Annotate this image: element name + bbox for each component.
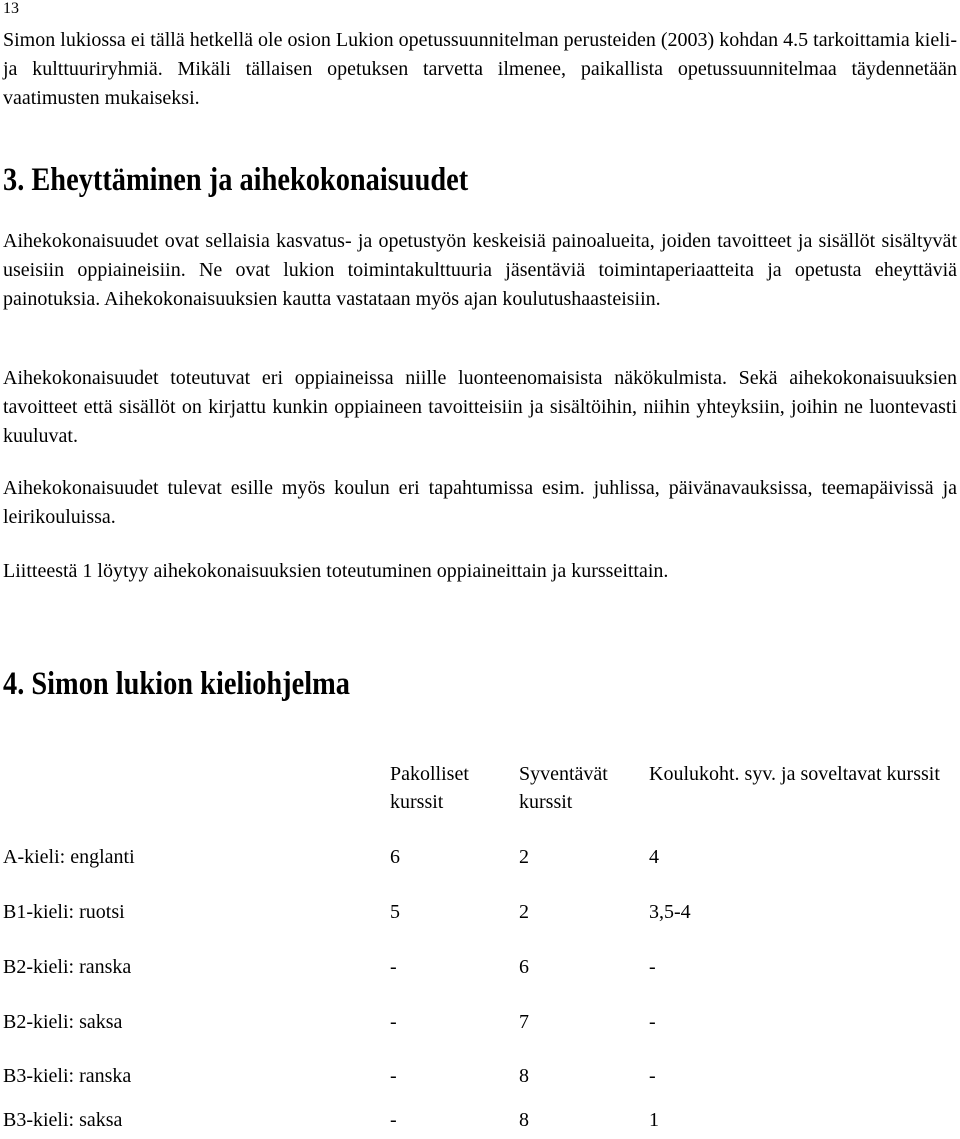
header-advanced-courses: Syventävät kurssit xyxy=(519,763,608,813)
mandatory-cell: - xyxy=(390,956,397,978)
section-3-paragraph-4: Liitteestä 1 löytyy aihekokonaisuuksien toteutuminen oppiaineittain ja kursseittain. xyxy=(3,560,669,582)
header-school-specific-courses: Koulukoht. syv. ja soveltavat kurssit xyxy=(649,763,940,785)
advanced-cell: 7 xyxy=(519,1011,529,1033)
language-cell: B3-kieli: saksa xyxy=(3,1109,123,1131)
language-cell: A-kieli: englanti xyxy=(3,846,135,868)
school-specific-cell: - xyxy=(649,956,656,978)
language-cell: B1-kieli: ruotsi xyxy=(3,901,125,923)
advanced-cell: 6 xyxy=(519,956,529,978)
mandatory-cell: 5 xyxy=(390,901,400,923)
advanced-cell: 8 xyxy=(519,1065,529,1087)
mandatory-cell: - xyxy=(390,1011,397,1033)
mandatory-cell: - xyxy=(390,1109,397,1131)
section-3-heading: 3. Eheyttäminen ja aihekokonaisuudet xyxy=(3,162,469,198)
school-specific-cell: 1 xyxy=(649,1109,659,1131)
section-3-paragraph-2: Aihekokonaisuudet toteutuvat eri oppiaineissa niille luonteenomaisista näkökulmista. Sekä aihekokonaisuuksien tavoitteet että sisällöt on kirjattu kunkin oppiaineen tavoitteisiin ja sisältöihin, niihin yhteyksiin, joihin ne luontevasti kuuluvat. xyxy=(3,367,957,447)
section-3-paragraph-3: Aihekokonaisuudet tulevat esille myös koulun eri tapahtumissa esim. juhlissa, päivänavauksissa, teemapäivissä ja leirikouluissa. xyxy=(3,477,957,528)
language-cell: B2-kieli: ranska xyxy=(3,956,132,978)
advanced-cell: 2 xyxy=(519,901,529,923)
language-cell: B2-kieli: saksa xyxy=(3,1011,123,1033)
school-specific-cell: - xyxy=(649,1011,656,1033)
mandatory-cell: - xyxy=(390,1065,397,1087)
mandatory-cell: 6 xyxy=(390,846,400,868)
page-number: 13 xyxy=(3,0,19,17)
school-specific-cell: 3,5-4 xyxy=(649,901,691,923)
language-cell: B3-kieli: ranska xyxy=(3,1065,132,1087)
school-specific-cell: 4 xyxy=(649,846,659,868)
advanced-cell: 8 xyxy=(519,1109,529,1131)
school-specific-cell: - xyxy=(649,1065,656,1087)
section-3-paragraph-1: Aihekokonaisuudet ovat sellaisia kasvatus- ja opetustyön keskeisiä painoalueita, joiden tavoitteet ja sisällöt sisältyvät useisiin oppiaineisiin. Ne ovat lukion toimintakulttuuria jäsentäviä toimintaperiaatteita ja opetusta eheyttäviä painotuksia. Aihekokonaisuuksien kautta vastataan myös ajan koulutushaasteisiin. xyxy=(3,230,957,310)
header-mandatory-courses: Pakolliset kurssit xyxy=(390,763,469,813)
section-4-heading: 4. Simon lukion kieliohjelma xyxy=(3,666,350,702)
intro-paragraph: Simon lukiossa ei tällä hetkellä ole osion Lukion opetussuunnitelman perusteiden (2003) kohdan 4.5 tarkoittamia kieli- ja kulttuuriryhmiä. Mikäli tällaisen opetuksen tarvetta ilmenee, paikallista opetussuunnitelmaa täydennetään vaatimusten mukaiseksi. xyxy=(3,29,957,109)
advanced-cell: 2 xyxy=(519,846,529,868)
